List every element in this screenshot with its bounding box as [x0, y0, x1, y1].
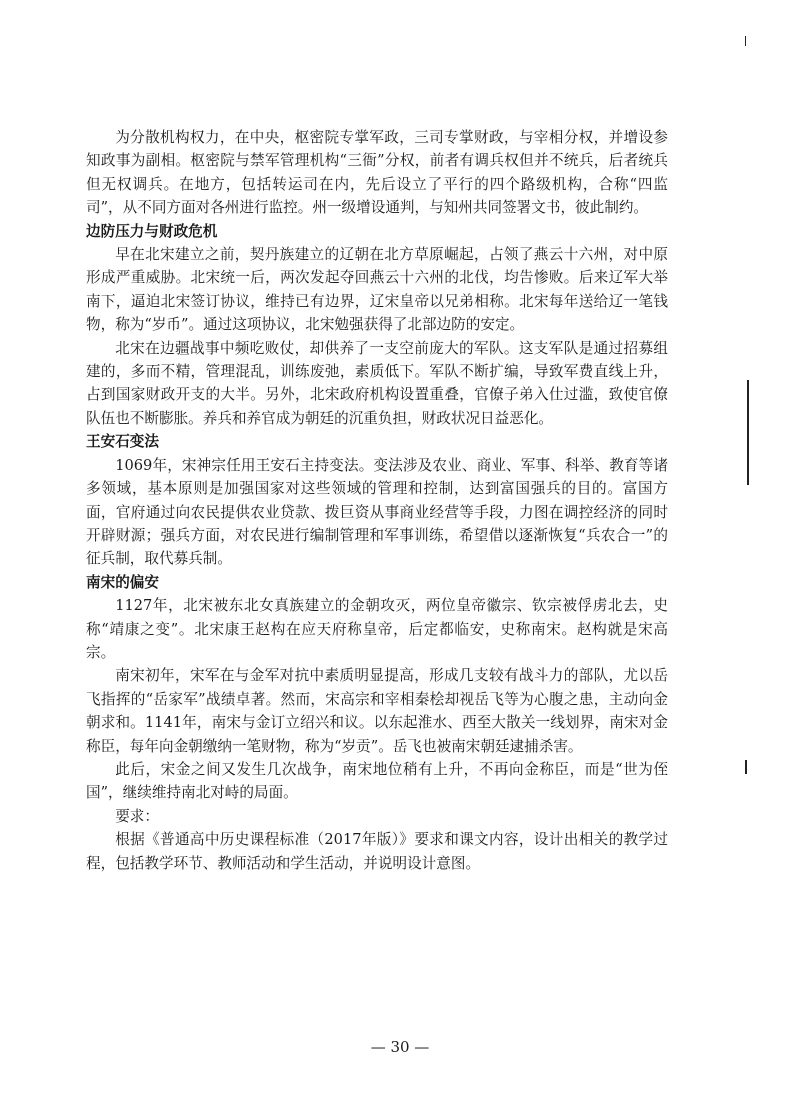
- paragraph: 1069年，宋神宗任用王安石主持变法。变法涉及农业、商业、军事、科举、教育等诸多领域，基本原则是加强国家对这些领域的管理和控制，达到富国强兵的目的。富国方面，官府通过向农民提供农业贷款、拨巨资从事商业经营等手段，力图在调控经济的同时开辟财源；强兵方面，对农民进行编制管理和军事训练，希望借以逐渐恢复“兵农合一”的征兵制，取代募兵制。: [86, 456, 668, 568]
- paragraph: 早在北宋建立之前，契丹族建立的辽朝在北方草原崛起，占领了燕云十六州，对中原形成严重威胁。北宋统一后，两次发起夺回燕云十六州的北伐，均告惨败。后来辽军大举南下，逼迫北宋签订协议，维持已有边界，辽宋皇帝以兄弟相称。北宋每年送给辽一笔钱物，称为“岁币”。通过这项协议，北宋勉强获得了北部边防的安定。: [86, 246, 668, 334]
- scan-mark-top: [745, 36, 746, 46]
- paragraph: 根据《普通高中历史课程标准（2017年版）》要求和课文内容，设计出相关的教学过程，包括教学环节、教师活动和学生活动，并说明设计意图。: [86, 831, 668, 872]
- paragraph: 1127年，北宋被东北女真族建立的金朝攻灭，两位皇帝徽宗、钦宗被俘虏北去，史称“靖康之变”。北宋康王赵构在应天府称皇帝，后定都临安，史称南宋。赵构就是宋高宗。: [86, 597, 668, 661]
- page-number: — 30 —: [370, 1038, 430, 1056]
- paragraph: 此后，宋金之间又发生几次战争，南宋地位稍有上升，不再向金称臣，而是“世为侄国”，继续维持南北对峙的局面。: [86, 760, 668, 802]
- paragraph: 南宋初年，宋军在与金军对抗中素质明显提高，形成几支较有战斗力的部队，尤以岳飞指挥的“岳家军”战绩卓著。然而，宋高宗和宰相秦桧却视岳飞等为心腹之患，主动向金朝求和。1141年，南宋与金订立绍兴和议。以东起淮水、西至大散关一线划界，南宋对金称臣，每年向金朝缴纳一笔财物，称为“岁贡”。岳飞也被南宋朝廷逮捕杀害。: [86, 667, 668, 755]
- scan-mark-lower: [745, 760, 747, 774]
- section-heading: 南宋的偏安: [86, 573, 159, 591]
- paragraph: 北宋在边疆战事中频吃败仗，却供养了一支空前庞大的军队。这支军队是通过招募组建的，多而不精，管理混乱，训练废弛，素质低下。军队不断扩编，导致军费直线上升，占到国家财政开支的大半。另外，北宋政府机构设置重叠，官僚子弟入仕过滥，致使官僚队伍也不断膨胀。养兵和养官成为朝廷的沉重负担，财政状况日益恶化。: [86, 339, 668, 427]
- body-text: [86, 126, 668, 875]
- paragraph: 为分散机构权力，在中央，枢密院专掌军政，三司专掌财政，与宰相分权，并增设参知政事为副相。枢密院与禁军管理机构“三衙”分权，前者有调兵权但并不统兵，后者统兵但无权调兵。在地方，包括转运司在内，先后设立了平行的四个路级机构，合称“四监司”，从不同方面对各州进行监控。州一级增设通判，与知州共同签署文书，彼此制约。: [86, 129, 668, 217]
- section-heading: 边防压力与财政危机: [86, 222, 218, 240]
- section-heading: 王安石变法: [86, 433, 159, 451]
- scan-mark-middle: [747, 380, 749, 485]
- paragraph: 要求：: [115, 807, 159, 825]
